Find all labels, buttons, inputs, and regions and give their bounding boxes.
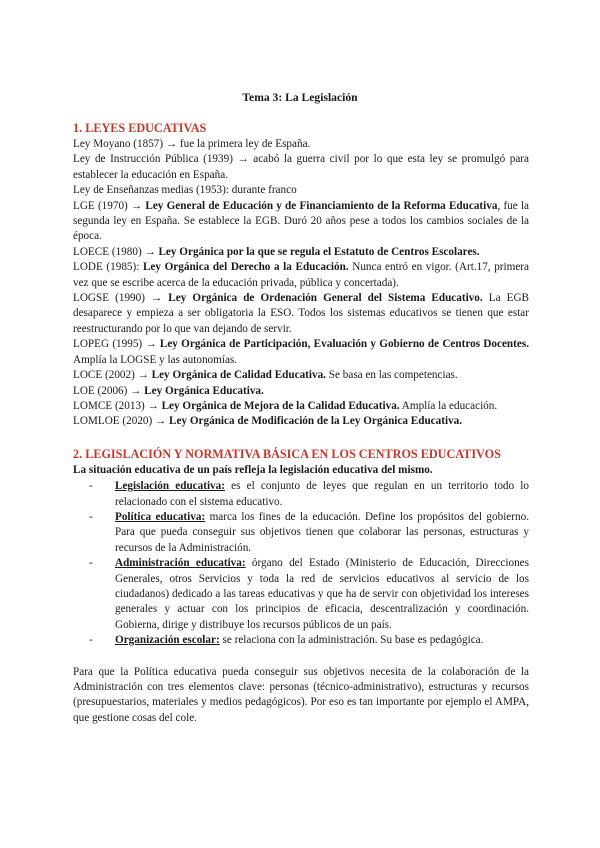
law-entry: LGE (1970) → Ley General de Educación y de Financiamiento de la Reforma Educativa, fue la segunda ley en España. Se establece la EGB. Duró 20 años pese a todos los cambios sociales de la época. [73, 199, 530, 243]
law-entry: LOECE (1980) → Ley Orgánica por la que se regula el Estatuto de Centros Escolares. [73, 245, 480, 258]
document-title: Tema 3: La Legislación [242, 91, 358, 104]
law-entry: LOMLOE (2020) → Ley Orgánica de Modificación de la Ley Orgánica Educativa. [73, 415, 463, 428]
law-entry: Ley de Instrucción Pública (1939) → acabó la guerra civil por lo que esta ley se promulgó para establecer la educación en España. [73, 153, 529, 181]
law-entry: LOE (2006) → Ley Orgánica Educativa. [73, 384, 264, 397]
definitions-list [73, 479, 529, 648]
closing-paragraph: Para que la Política educativa pueda conseguir sus objetivos necesita de la colaboración de la Administración con tres elementos clave: personas (técnico-administrativo), estructuras y recursos (presupuestarios, materiales y medios pedagógicos). Por eso es tan importante por ejemplo el AMPA, que gestione cosas del cole. [73, 665, 529, 724]
law-entry: LODE (1985): Ley Orgánica del Derecho a la Educación. Nunca entró en vigor. (Art.17, primera vez que se escribe acerca de la educación privada, pública y concertada). [73, 261, 529, 289]
list-item: - Organización escolar: se relaciona con la administración. Su base es pedagógica. [115, 633, 529, 648]
section-2-heading: 2. LEGISLACIÓN Y NORMATIVA BÁSICA EN LOS CENTROS EDUCATIVOS [73, 446, 501, 461]
section-1-heading: 1. LEYES EDUCATIVAS [73, 121, 207, 135]
section-2-lead: La situación educativa de un país refleja la legislación educativa del mismo. [73, 463, 433, 476]
law-entry: LOPEG (1995) → Ley Orgánica de Participación, Evaluación y Gobierno de Centros Docentes. Amplía la LOGSE y las autonomías. [73, 338, 529, 366]
document-body [73, 120, 529, 726]
list-item: - Política educativa: marca los fines de la educación. Define los propósitos del gobierno. Para que pueda conseguir sus objetivos tienen que colaborar las personas, estructuras y recursos de la Administración. [115, 510, 529, 556]
law-entry: Ley Moyano (1857) → fue la primera ley de España. [73, 138, 311, 150]
law-entry: LOGSE (1990) → Ley Orgánica de Ordenación General del Sistema Educativo. La EGB desaparece y empieza a ser obligatoria la ESO. Todos los sistemas educativos se tienen que estar reestructurando por lo que van dejando de servir. [73, 292, 530, 335]
law-entry: LOMCE (2013) → Ley Orgánica de Mejora de la Calidad Educativa. Amplía la educación. [73, 399, 498, 412]
laws-list [73, 137, 529, 430]
law-entry: LOCE (2002) → Ley Orgánica de Calidad Educativa. Se basa en las competencias. [73, 369, 458, 382]
list-item: - Legislación educativa: es el conjunto de leyes que regulan en un territorio todo lo relacionado con el sistema educativo. [115, 479, 529, 510]
list-item: - Administración educativa: órgano del Estado (Ministerio de Educación, Direcciones Generales, otros Servicios y toda la red de servicios educativos al servicio de los ciudadanos) dedicado a las tareas educativas y que ha de servir con objetividad los intereses generales y actuar con los principios de eficacia, descentralización y coordinación. Gobierna, dirige y distribuye los recursos públicos de un país. [115, 556, 529, 633]
law-entry: Ley de Enseñanzas medias (1953): durante franco [73, 184, 297, 197]
